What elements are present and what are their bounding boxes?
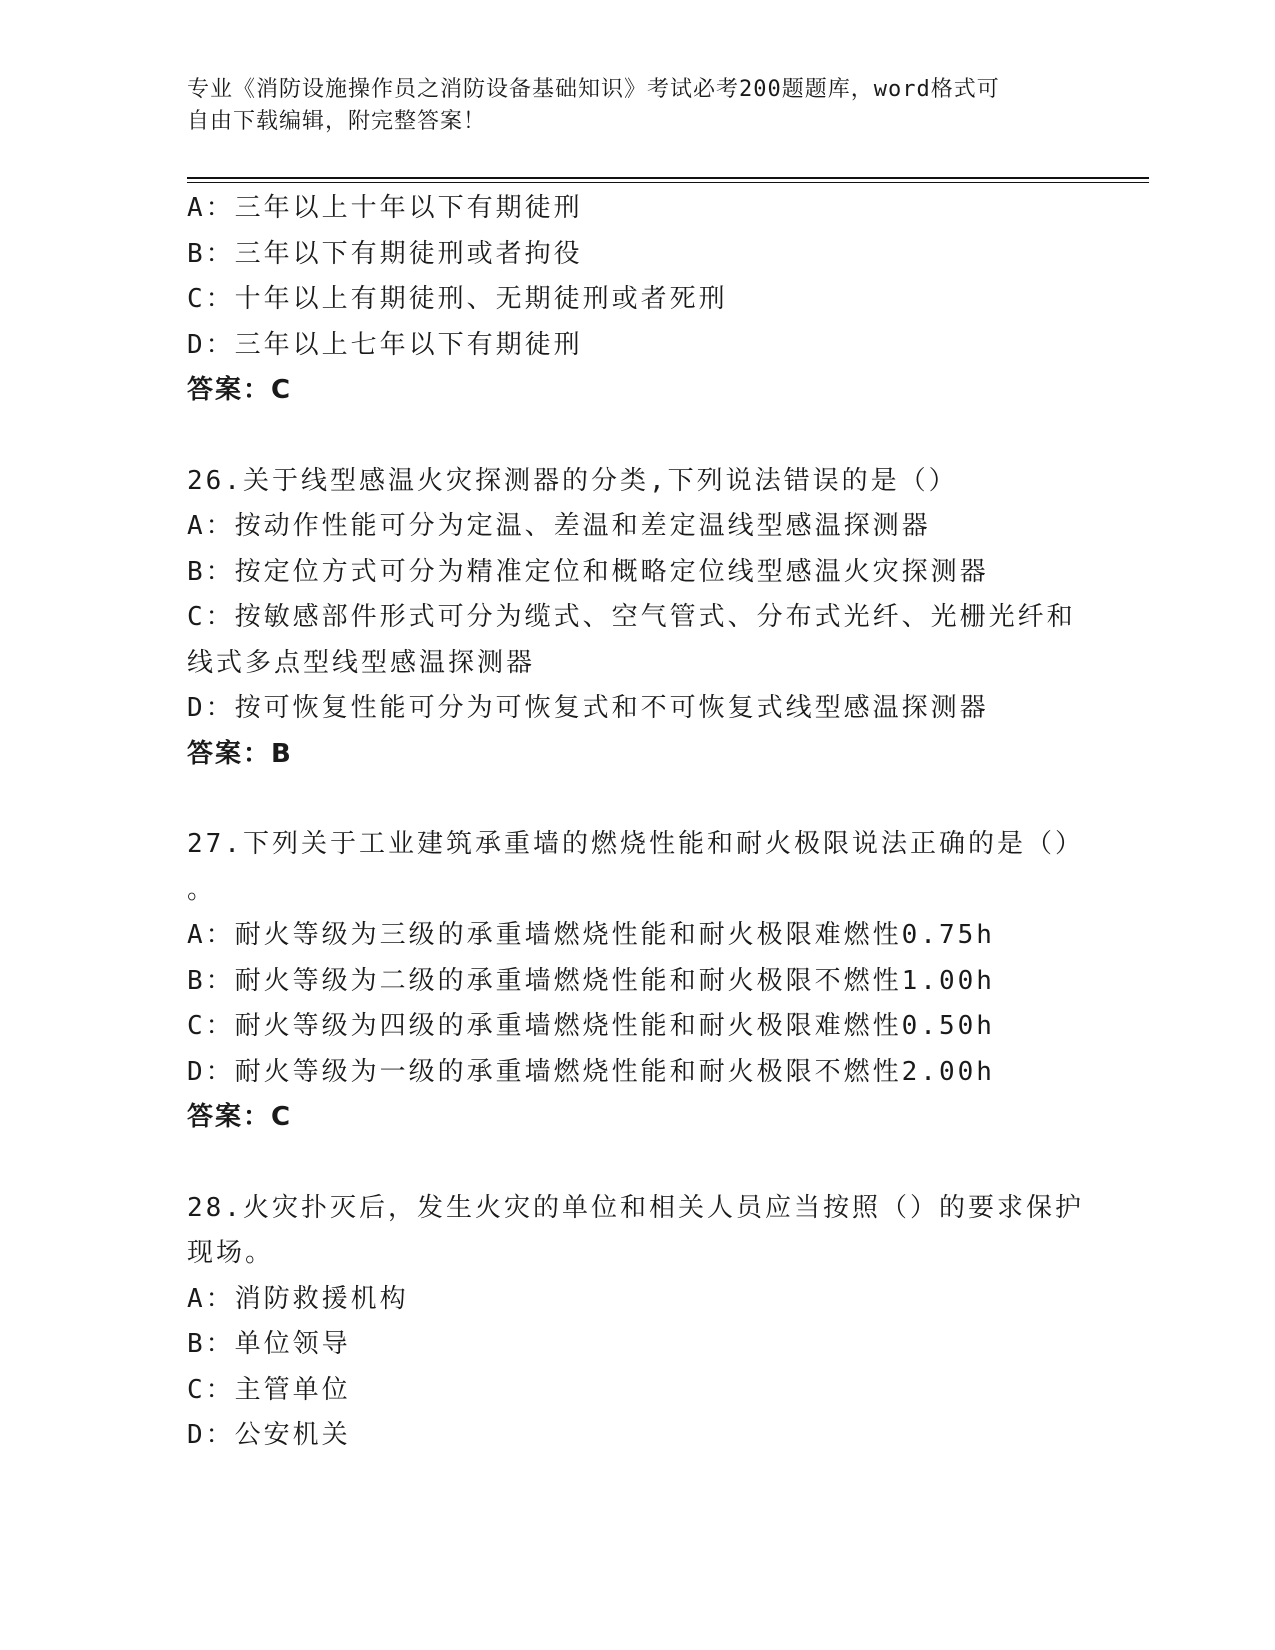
question-27 <box>187 822 1087 1141</box>
option-a: A：按动作性能可分为定温、差温和差定温线型感温探测器 <box>187 511 931 541</box>
question-26 <box>187 459 1087 778</box>
header-rule-thick <box>187 177 1149 179</box>
option-c-continued: 线式多点型线型感温探测器 <box>187 647 536 678</box>
option-a: A：三年以上十年以下有期徒刑 <box>187 193 583 223</box>
option-b: B：按定位方式可分为精准定位和概略定位线型感温火灾探测器 <box>187 556 989 587</box>
spacer <box>187 1141 1087 1186</box>
question-stem-continued: 。 <box>187 874 217 905</box>
answer-line: 答案：C <box>187 375 293 405</box>
option-a: A：消防救援机构 <box>187 1283 409 1314</box>
option-a: A：耐火等级为三级的承重墙燃烧性能和耐火极限难燃性0.75h <box>187 920 995 950</box>
option-c: C：耐火等级为四级的承重墙燃烧性能和耐火极限难燃性0.50h <box>187 1011 995 1041</box>
spacer <box>187 777 1087 822</box>
answer-line: 答案：B <box>187 738 293 769</box>
question-stem-continued: 现场。 <box>187 1238 275 1268</box>
question-stem: 27.下列关于工业建筑承重墙的燃烧性能和耐火极限说法正确的是（） <box>187 829 1084 859</box>
option-c: C：十年以上有期徒刑、无期徒刑或者死刑 <box>187 284 728 314</box>
document-header <box>187 74 1067 138</box>
option-c: C：主管单位 <box>187 1374 351 1405</box>
option-d: D：耐火等级为一级的承重墙燃烧性能和耐火极限不燃性2.00h <box>187 1056 995 1087</box>
option-b: B：三年以下有期徒刑或者拘役 <box>187 238 583 269</box>
option-b: B：耐火等级为二级的承重墙燃烧性能和耐火极限不燃性1.00h <box>187 965 995 996</box>
option-d: D：按可恢复性能可分为可恢复式和不可恢复式线型感温探测器 <box>187 693 989 723</box>
question-stem: 28.火灾扑灭后，发生火灾的单位和相关人员应当按照（）的要求保护 <box>187 1192 1084 1223</box>
question-28 <box>187 1186 1087 1459</box>
option-d: D：公安机关 <box>187 1420 351 1450</box>
option-c: C：按敏感部件形式可分为缆式、空气管式、分布式光纤、光栅光纤和 <box>187 602 1076 632</box>
question-25-continued <box>187 186 1087 414</box>
question-content <box>187 186 1087 1459</box>
option-b: B：单位领导 <box>187 1329 351 1359</box>
header-line-2: 自由下载编辑，附完整答案！ <box>187 109 487 134</box>
question-stem: 26.关于线型感温火灾探测器的分类,下列说法错误的是（） <box>187 465 958 496</box>
answer-line: 答案：C <box>187 1102 293 1132</box>
spacer <box>187 414 1087 459</box>
header-rule-thin <box>187 182 1149 183</box>
option-d: D：三年以上七年以下有期徒刑 <box>187 329 583 360</box>
header-line-1: 专业《消防设施操作员之消防设备基础知识》考试必考200题题库，word格式可 <box>187 77 1000 102</box>
